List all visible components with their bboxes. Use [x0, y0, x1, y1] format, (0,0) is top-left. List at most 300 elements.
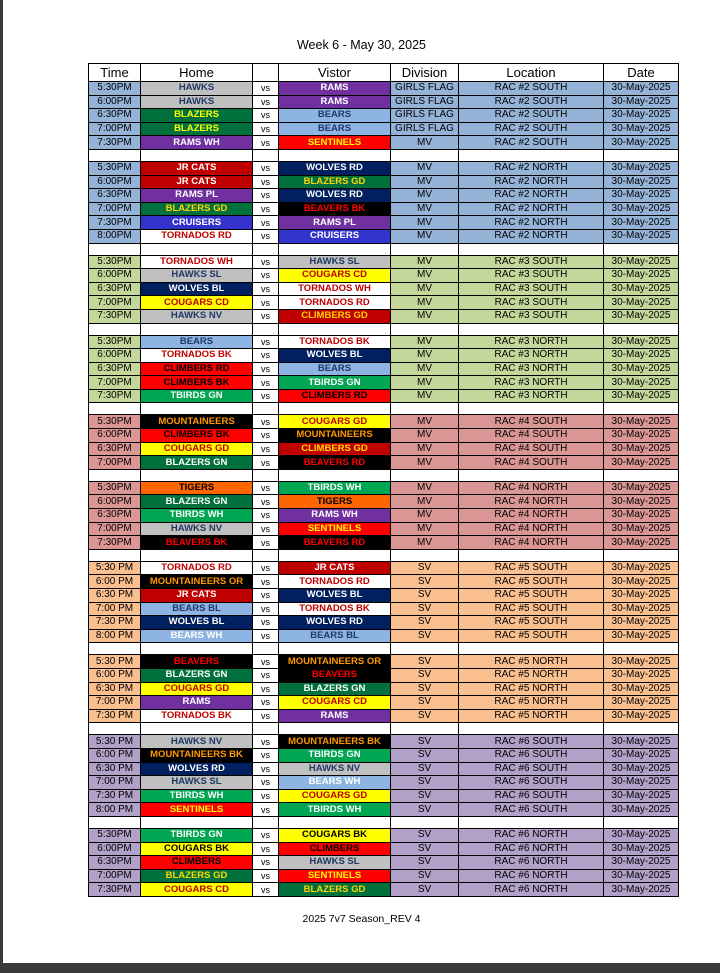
- header-visitor: Vistor: [279, 64, 391, 82]
- game-row: [89, 616, 679, 630]
- date-cell: 30-May-2025: [604, 82, 679, 96]
- vs-cell: vs: [253, 748, 279, 762]
- time-cell: 8:00 PM: [89, 629, 141, 643]
- division-cell: SV: [391, 828, 459, 842]
- visitor-team-cell: BEARS: [279, 122, 391, 136]
- separator-cell: [604, 243, 679, 255]
- game-row: [89, 883, 679, 897]
- division-cell: MV: [391, 429, 459, 443]
- division-cell: MV: [391, 522, 459, 536]
- separator-cell: [253, 549, 279, 561]
- time-cell: 5:30 PM: [89, 735, 141, 749]
- time-cell: 7:00PM: [89, 296, 141, 310]
- visitor-team-cell: TBIRDS WH: [279, 481, 391, 495]
- vs-cell: vs: [253, 883, 279, 897]
- time-cell: 5:30PM: [89, 415, 141, 429]
- location-cell: RAC #5 SOUTH: [459, 575, 604, 589]
- location-cell: RAC #5 NORTH: [459, 682, 604, 696]
- group-separator: [89, 816, 679, 828]
- division-cell: MV: [391, 189, 459, 203]
- location-cell: RAC #2 NORTH: [459, 161, 604, 175]
- location-cell: RAC #3 SOUTH: [459, 309, 604, 323]
- header-row: [89, 64, 679, 82]
- home-team-cell: TORNADOS BK: [141, 709, 253, 723]
- home-team-cell: TBIRDS GN: [141, 828, 253, 842]
- time-cell: 5:30 PM: [89, 655, 141, 669]
- home-team-cell: BEAVERS BK: [141, 536, 253, 550]
- date-cell: 30-May-2025: [604, 456, 679, 470]
- separator-cell: [89, 243, 141, 255]
- vs-cell: vs: [253, 95, 279, 109]
- visitor-team-cell: SENTINELS: [279, 522, 391, 536]
- division-cell: MV: [391, 255, 459, 269]
- time-cell: 6:00 PM: [89, 575, 141, 589]
- game-row: [89, 282, 679, 296]
- game-row: [89, 561, 679, 575]
- game-row: [89, 216, 679, 230]
- visitor-team-cell: RAMS PL: [279, 216, 391, 230]
- home-team-cell: RAMS: [141, 696, 253, 710]
- vs-cell: vs: [253, 189, 279, 203]
- division-cell: SV: [391, 789, 459, 803]
- separator-cell: [253, 403, 279, 415]
- game-row: [89, 682, 679, 696]
- division-cell: SV: [391, 709, 459, 723]
- game-row: [89, 869, 679, 883]
- separator-cell: [253, 723, 279, 735]
- separator-cell: [604, 816, 679, 828]
- date-cell: 30-May-2025: [604, 869, 679, 883]
- division-cell: SV: [391, 575, 459, 589]
- time-cell: 5:30PM: [89, 335, 141, 349]
- separator-cell: [459, 723, 604, 735]
- division-cell: MV: [391, 161, 459, 175]
- time-cell: 6:00 PM: [89, 748, 141, 762]
- game-row: [89, 709, 679, 723]
- time-cell: 6:30PM: [89, 442, 141, 456]
- location-cell: RAC #6 SOUTH: [459, 803, 604, 817]
- game-row: [89, 803, 679, 817]
- time-cell: 6:30PM: [89, 282, 141, 296]
- time-cell: 7:30PM: [89, 389, 141, 403]
- time-cell: 6:00PM: [89, 429, 141, 443]
- division-cell: SV: [391, 668, 459, 682]
- time-cell: 7:30PM: [89, 216, 141, 230]
- time-cell: 6:30 PM: [89, 682, 141, 696]
- location-cell: RAC #5 SOUTH: [459, 602, 604, 616]
- location-cell: RAC #3 NORTH: [459, 376, 604, 390]
- vs-cell: vs: [253, 536, 279, 550]
- separator-cell: [89, 149, 141, 161]
- location-cell: RAC #4 SOUTH: [459, 429, 604, 443]
- game-row: [89, 269, 679, 283]
- game-row: [89, 828, 679, 842]
- division-cell: SV: [391, 869, 459, 883]
- home-team-cell: MOUNTAINEERS: [141, 415, 253, 429]
- vs-cell: vs: [253, 629, 279, 643]
- separator-cell: [459, 403, 604, 415]
- division-cell: SV: [391, 803, 459, 817]
- vs-cell: vs: [253, 668, 279, 682]
- game-row: [89, 842, 679, 856]
- visitor-team-cell: CLIMBERS RD: [279, 389, 391, 403]
- time-cell: 6:30PM: [89, 189, 141, 203]
- location-cell: RAC #5 SOUTH: [459, 629, 604, 643]
- division-cell: MV: [391, 216, 459, 230]
- date-cell: 30-May-2025: [604, 589, 679, 603]
- group-separator: [89, 643, 679, 655]
- visitor-team-cell: COUGARS BK: [279, 828, 391, 842]
- home-team-cell: CRUISERS: [141, 216, 253, 230]
- time-cell: 5:30PM: [89, 828, 141, 842]
- separator-cell: [391, 469, 459, 481]
- visitor-team-cell: TORNADOS RD: [279, 575, 391, 589]
- visitor-team-cell: RAMS: [279, 95, 391, 109]
- schedule-page: [3, 0, 720, 963]
- vs-cell: vs: [253, 229, 279, 243]
- visitor-team-cell: BEARS: [279, 362, 391, 376]
- separator-cell: [604, 403, 679, 415]
- location-cell: RAC #4 SOUTH: [459, 442, 604, 456]
- separator-cell: [279, 549, 391, 561]
- time-cell: 5:30PM: [89, 161, 141, 175]
- visitor-team-cell: JR CATS: [279, 561, 391, 575]
- time-cell: 6:00PM: [89, 349, 141, 363]
- home-team-cell: JR CATS: [141, 175, 253, 189]
- date-cell: 30-May-2025: [604, 803, 679, 817]
- separator-cell: [604, 323, 679, 335]
- location-cell: RAC #2 SOUTH: [459, 122, 604, 136]
- game-row: [89, 335, 679, 349]
- header-date: Date: [604, 64, 679, 82]
- separator-cell: [141, 469, 253, 481]
- vs-cell: vs: [253, 429, 279, 443]
- game-row: [89, 202, 679, 216]
- location-cell: RAC #6 SOUTH: [459, 789, 604, 803]
- vs-cell: vs: [253, 175, 279, 189]
- time-cell: 8:00 PM: [89, 803, 141, 817]
- time-cell: 6:30 PM: [89, 589, 141, 603]
- time-cell: 6:30PM: [89, 509, 141, 523]
- time-cell: 7:30PM: [89, 309, 141, 323]
- game-row: [89, 161, 679, 175]
- separator-cell: [141, 243, 253, 255]
- time-cell: 6:00PM: [89, 95, 141, 109]
- group-separator: [89, 723, 679, 735]
- visitor-team-cell: BEAVERS BK: [279, 202, 391, 216]
- date-cell: 30-May-2025: [604, 429, 679, 443]
- visitor-team-cell: TORNADOS BK: [279, 602, 391, 616]
- date-cell: 30-May-2025: [604, 481, 679, 495]
- location-cell: RAC #2 NORTH: [459, 229, 604, 243]
- date-cell: 30-May-2025: [604, 122, 679, 136]
- separator-cell: [604, 723, 679, 735]
- vs-cell: vs: [253, 296, 279, 310]
- time-cell: 7:30 PM: [89, 616, 141, 630]
- home-team-cell: HAWKS SL: [141, 269, 253, 283]
- home-team-cell: HAWKS NV: [141, 522, 253, 536]
- date-cell: 30-May-2025: [604, 789, 679, 803]
- vs-cell: vs: [253, 616, 279, 630]
- separator-cell: [391, 723, 459, 735]
- home-team-cell: COUGARS CD: [141, 883, 253, 897]
- game-row: [89, 748, 679, 762]
- vs-cell: vs: [253, 389, 279, 403]
- division-cell: GIRLS FLAG: [391, 122, 459, 136]
- group-separator: [89, 243, 679, 255]
- game-row: [89, 629, 679, 643]
- date-cell: 30-May-2025: [604, 575, 679, 589]
- location-cell: RAC #4 SOUTH: [459, 415, 604, 429]
- vs-cell: vs: [253, 803, 279, 817]
- home-team-cell: HAWKS NV: [141, 735, 253, 749]
- date-cell: 30-May-2025: [604, 202, 679, 216]
- date-cell: 30-May-2025: [604, 561, 679, 575]
- date-cell: 30-May-2025: [604, 389, 679, 403]
- time-cell: 7:00 PM: [89, 602, 141, 616]
- division-cell: SV: [391, 629, 459, 643]
- vs-cell: vs: [253, 522, 279, 536]
- vs-cell: vs: [253, 869, 279, 883]
- group-separator: [89, 469, 679, 481]
- vs-cell: vs: [253, 82, 279, 96]
- date-cell: 30-May-2025: [604, 762, 679, 776]
- game-row: [89, 481, 679, 495]
- separator-cell: [141, 323, 253, 335]
- game-row: [89, 415, 679, 429]
- date-cell: 30-May-2025: [604, 828, 679, 842]
- header-location: Location: [459, 64, 604, 82]
- visitor-team-cell: WOLVES BL: [279, 349, 391, 363]
- home-team-cell: JR CATS: [141, 589, 253, 603]
- location-cell: RAC #4 NORTH: [459, 522, 604, 536]
- visitor-team-cell: COUGARS GD: [279, 415, 391, 429]
- vs-cell: vs: [253, 696, 279, 710]
- date-cell: 30-May-2025: [604, 668, 679, 682]
- location-cell: RAC #3 NORTH: [459, 349, 604, 363]
- location-cell: RAC #4 NORTH: [459, 495, 604, 509]
- date-cell: 30-May-2025: [604, 536, 679, 550]
- separator-cell: [604, 643, 679, 655]
- visitor-team-cell: TORNADOS WH: [279, 282, 391, 296]
- visitor-team-cell: WOLVES BL: [279, 589, 391, 603]
- time-cell: 7:30 PM: [89, 789, 141, 803]
- vs-cell: vs: [253, 309, 279, 323]
- division-cell: MV: [391, 362, 459, 376]
- date-cell: 30-May-2025: [604, 602, 679, 616]
- division-cell: MV: [391, 509, 459, 523]
- vs-cell: vs: [253, 335, 279, 349]
- home-team-cell: JR CATS: [141, 161, 253, 175]
- date-cell: 30-May-2025: [604, 296, 679, 310]
- home-team-cell: CLIMBERS BK: [141, 376, 253, 390]
- vs-cell: vs: [253, 269, 279, 283]
- separator-cell: [253, 149, 279, 161]
- visitor-team-cell: SENTINELS: [279, 136, 391, 150]
- home-team-cell: MOUNTAINEERS OR: [141, 575, 253, 589]
- separator-cell: [459, 549, 604, 561]
- time-cell: 5:30PM: [89, 255, 141, 269]
- vs-cell: vs: [253, 109, 279, 123]
- date-cell: 30-May-2025: [604, 309, 679, 323]
- header-time: Time: [89, 64, 141, 82]
- visitor-team-cell: CLIMBERS GD: [279, 442, 391, 456]
- separator-cell: [279, 723, 391, 735]
- location-cell: RAC #5 NORTH: [459, 655, 604, 669]
- game-row: [89, 296, 679, 310]
- date-cell: 30-May-2025: [604, 109, 679, 123]
- vs-cell: vs: [253, 856, 279, 870]
- vs-cell: vs: [253, 828, 279, 842]
- location-cell: RAC #5 NORTH: [459, 668, 604, 682]
- separator-cell: [279, 149, 391, 161]
- header-division: Division: [391, 64, 459, 82]
- visitor-team-cell: TIGERS: [279, 495, 391, 509]
- time-cell: 6:30 PM: [89, 762, 141, 776]
- home-team-cell: COUGARS CD: [141, 296, 253, 310]
- home-team-cell: MOUNTAINEERS BK: [141, 748, 253, 762]
- time-cell: 7:30PM: [89, 136, 141, 150]
- game-row: [89, 602, 679, 616]
- time-cell: 5:30PM: [89, 481, 141, 495]
- home-team-cell: BLAZERS: [141, 122, 253, 136]
- schedule-body: [89, 82, 679, 897]
- game-row: [89, 655, 679, 669]
- home-team-cell: TORNADOS BK: [141, 349, 253, 363]
- date-cell: 30-May-2025: [604, 229, 679, 243]
- game-row: [89, 575, 679, 589]
- visitor-team-cell: BEAVERS RD: [279, 536, 391, 550]
- division-cell: SV: [391, 696, 459, 710]
- vs-cell: vs: [253, 561, 279, 575]
- time-cell: 6:30PM: [89, 109, 141, 123]
- separator-cell: [141, 549, 253, 561]
- separator-cell: [141, 816, 253, 828]
- home-team-cell: COUGARS GD: [141, 442, 253, 456]
- location-cell: RAC #3 NORTH: [459, 335, 604, 349]
- home-team-cell: BEARS BL: [141, 602, 253, 616]
- home-team-cell: WOLVES BL: [141, 616, 253, 630]
- date-cell: 30-May-2025: [604, 616, 679, 630]
- visitor-team-cell: CLIMBERS: [279, 842, 391, 856]
- home-team-cell: TORNADOS WH: [141, 255, 253, 269]
- separator-cell: [391, 323, 459, 335]
- separator-cell: [391, 403, 459, 415]
- date-cell: 30-May-2025: [604, 696, 679, 710]
- separator-cell: [459, 816, 604, 828]
- home-team-cell: BLAZERS: [141, 109, 253, 123]
- group-separator: [89, 149, 679, 161]
- visitor-team-cell: BEARS BL: [279, 629, 391, 643]
- separator-cell: [279, 643, 391, 655]
- game-row: [89, 189, 679, 203]
- vs-cell: vs: [253, 709, 279, 723]
- home-team-cell: WOLVES BL: [141, 282, 253, 296]
- time-cell: 7:00PM: [89, 522, 141, 536]
- date-cell: 30-May-2025: [604, 255, 679, 269]
- game-row: [89, 522, 679, 536]
- separator-cell: [89, 323, 141, 335]
- vs-cell: vs: [253, 282, 279, 296]
- visitor-team-cell: HAWKS NV: [279, 762, 391, 776]
- header-home: Home: [141, 64, 253, 82]
- division-cell: SV: [391, 655, 459, 669]
- date-cell: 30-May-2025: [604, 415, 679, 429]
- home-team-cell: HAWKS: [141, 82, 253, 96]
- time-cell: 7:30PM: [89, 536, 141, 550]
- visitor-team-cell: BLAZERS GD: [279, 175, 391, 189]
- location-cell: RAC #6 NORTH: [459, 869, 604, 883]
- date-cell: 30-May-2025: [604, 269, 679, 283]
- date-cell: 30-May-2025: [604, 735, 679, 749]
- location-cell: RAC #6 SOUTH: [459, 776, 604, 790]
- time-cell: 8:00PM: [89, 229, 141, 243]
- date-cell: 30-May-2025: [604, 856, 679, 870]
- time-cell: 7:00PM: [89, 456, 141, 470]
- date-cell: 30-May-2025: [604, 442, 679, 456]
- separator-cell: [279, 243, 391, 255]
- separator-cell: [89, 403, 141, 415]
- separator-cell: [141, 643, 253, 655]
- game-row: [89, 255, 679, 269]
- game-row: [89, 668, 679, 682]
- date-cell: 30-May-2025: [604, 748, 679, 762]
- visitor-team-cell: TBIRDS GN: [279, 376, 391, 390]
- location-cell: RAC #3 SOUTH: [459, 269, 604, 283]
- home-team-cell: COUGARS BK: [141, 842, 253, 856]
- division-cell: MV: [391, 349, 459, 363]
- time-cell: 7:00 PM: [89, 776, 141, 790]
- game-row: [89, 456, 679, 470]
- visitor-team-cell: BEAVERS RD: [279, 456, 391, 470]
- home-team-cell: TORNADOS RD: [141, 561, 253, 575]
- time-cell: 6:00PM: [89, 495, 141, 509]
- time-cell: 7:00PM: [89, 869, 141, 883]
- vs-cell: vs: [253, 589, 279, 603]
- visitor-team-cell: HAWKS SL: [279, 856, 391, 870]
- vs-cell: vs: [253, 362, 279, 376]
- game-row: [89, 229, 679, 243]
- home-team-cell: BLAZERS GD: [141, 202, 253, 216]
- home-team-cell: HAWKS: [141, 95, 253, 109]
- separator-cell: [141, 403, 253, 415]
- vs-cell: vs: [253, 762, 279, 776]
- date-cell: 30-May-2025: [604, 216, 679, 230]
- game-row: [89, 789, 679, 803]
- separator-cell: [279, 469, 391, 481]
- vs-cell: vs: [253, 602, 279, 616]
- vs-cell: vs: [253, 735, 279, 749]
- location-cell: RAC #3 NORTH: [459, 389, 604, 403]
- division-cell: SV: [391, 762, 459, 776]
- visitor-team-cell: BLAZERS GD: [279, 883, 391, 897]
- home-team-cell: TBIRDS WH: [141, 509, 253, 523]
- date-cell: 30-May-2025: [604, 682, 679, 696]
- visitor-team-cell: WOLVES RD: [279, 189, 391, 203]
- vs-cell: vs: [253, 415, 279, 429]
- separator-cell: [279, 403, 391, 415]
- visitor-team-cell: MOUNTAINEERS: [279, 429, 391, 443]
- division-cell: MV: [391, 175, 459, 189]
- date-cell: 30-May-2025: [604, 349, 679, 363]
- location-cell: RAC #2 NORTH: [459, 216, 604, 230]
- home-team-cell: CLIMBERS RD: [141, 362, 253, 376]
- location-cell: RAC #6 NORTH: [459, 828, 604, 842]
- home-team-cell: BLAZERS GD: [141, 869, 253, 883]
- time-cell: 7:30 PM: [89, 709, 141, 723]
- game-row: [89, 95, 679, 109]
- group-separator: [89, 323, 679, 335]
